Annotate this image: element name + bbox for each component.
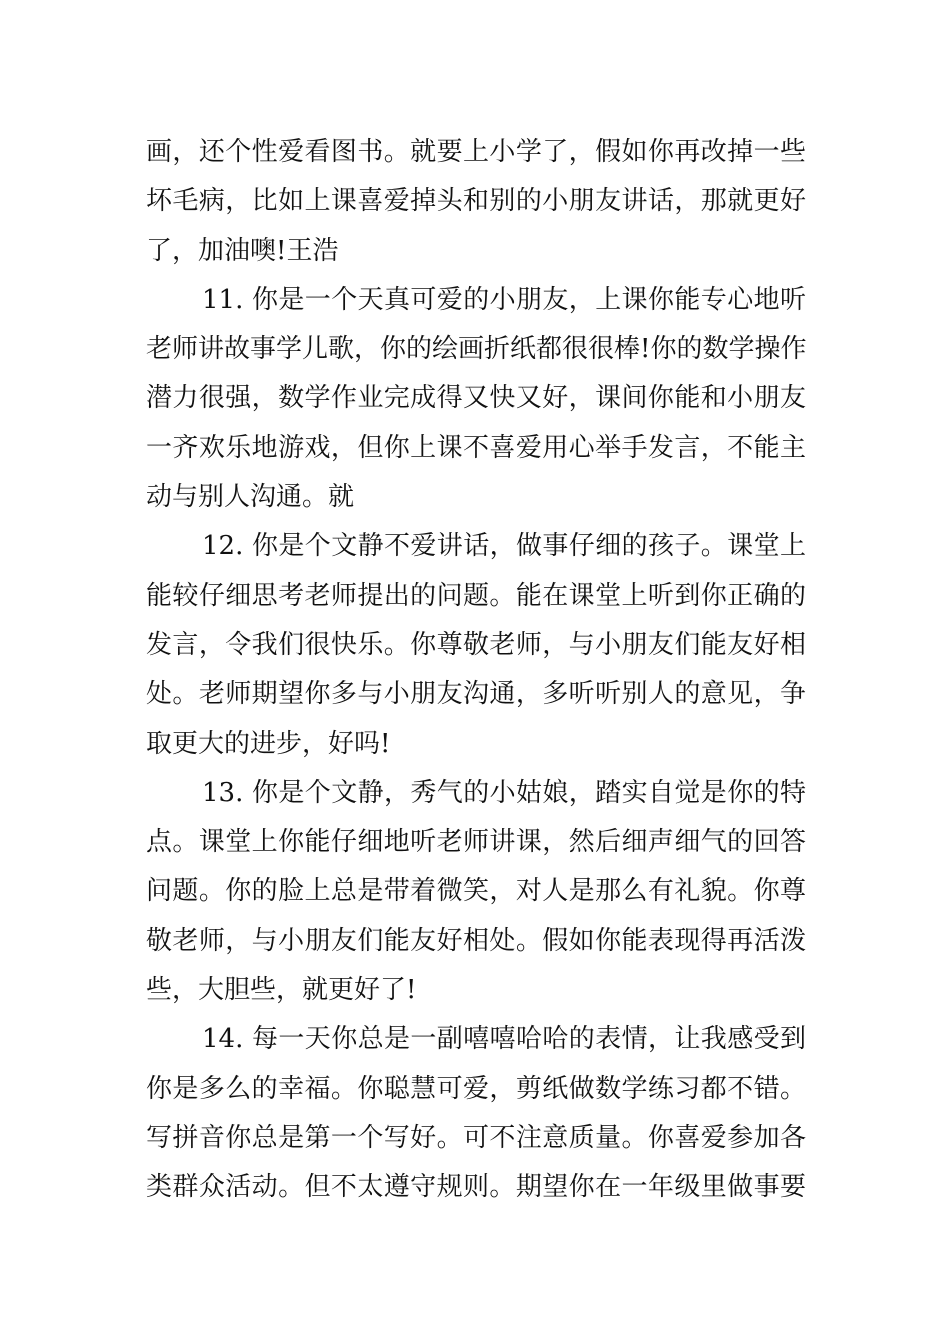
text-line: 12. 你是个文静不爱讲话，做事仔细的孩子。课堂上 — [202, 531, 806, 562]
text-line: 敬老师，与小朋友们能友好相处。假如你能表现得再活泼 — [146, 925, 806, 956]
text-line: 你是多么的幸福。你聪慧可爱，剪纸做数学练习都不错。 — [146, 1073, 806, 1104]
text-line: 潜力很强，数学作业完成得又快又好，课间你能和小朋友 — [146, 383, 806, 414]
text-line: 发言，令我们很快乐。你尊敬老师，与小朋友们能友好相 — [146, 629, 806, 660]
paragraph — [146, 1015, 806, 1212]
text-line: 取更大的进步，好吗! — [146, 728, 391, 759]
paragraph — [146, 522, 806, 768]
document-body — [146, 128, 806, 1213]
text-line: 坏毛病，比如上课喜爱掉头和别的小朋友讲话，那就更好 — [146, 186, 806, 217]
text-line: 类群众活动。但不太遵守规则。期望你在一年级里做事要 — [146, 1172, 806, 1203]
text-line: 些，大胆些，就更好了! — [146, 975, 417, 1006]
text-line: 一齐欢乐地游戏，但你上课不喜爱用心举手发言，不能主 — [146, 432, 806, 463]
text-line: 点。课堂上你能仔细地听老师讲课，然后细声细气的回答 — [146, 827, 806, 858]
text-line: 画，还个性爱看图书。就要上小学了，假如你再改掉一些 — [146, 137, 806, 167]
text-line: 写拼音你总是第一个写好。可不注意质量。你喜爱参加各 — [146, 1122, 806, 1153]
paragraph — [146, 769, 806, 1015]
text-line: 问题。你的脸上总是带着微笑，对人是那么有礼貌。你尊 — [146, 876, 806, 907]
paragraph — [146, 128, 806, 276]
text-line: 14. 每一天你总是一副嘻嘻哈哈的表情，让我感受到 — [202, 1024, 806, 1055]
text-line: 了，加油噢!王浩 — [146, 235, 339, 266]
text-line: 能较仔细思考老师提出的问题。能在课堂上听到你正确的 — [146, 580, 806, 611]
text-line: 处。老师期望你多与小朋友沟通，多听听别人的意见，争 — [146, 679, 806, 710]
text-line: 老师讲故事学儿歌，你的绘画折纸都很很棒!你的数学操作 — [146, 334, 807, 365]
text-line: 13. 你是个文静，秀气的小姑娘，踏实自觉是你的特 — [202, 777, 806, 808]
paragraph — [146, 276, 806, 522]
text-line: 11. 你是一个天真可爱的小朋友，上课你能专心地听 — [202, 284, 806, 315]
text-line: 动与别人沟通。就 — [146, 482, 355, 513]
